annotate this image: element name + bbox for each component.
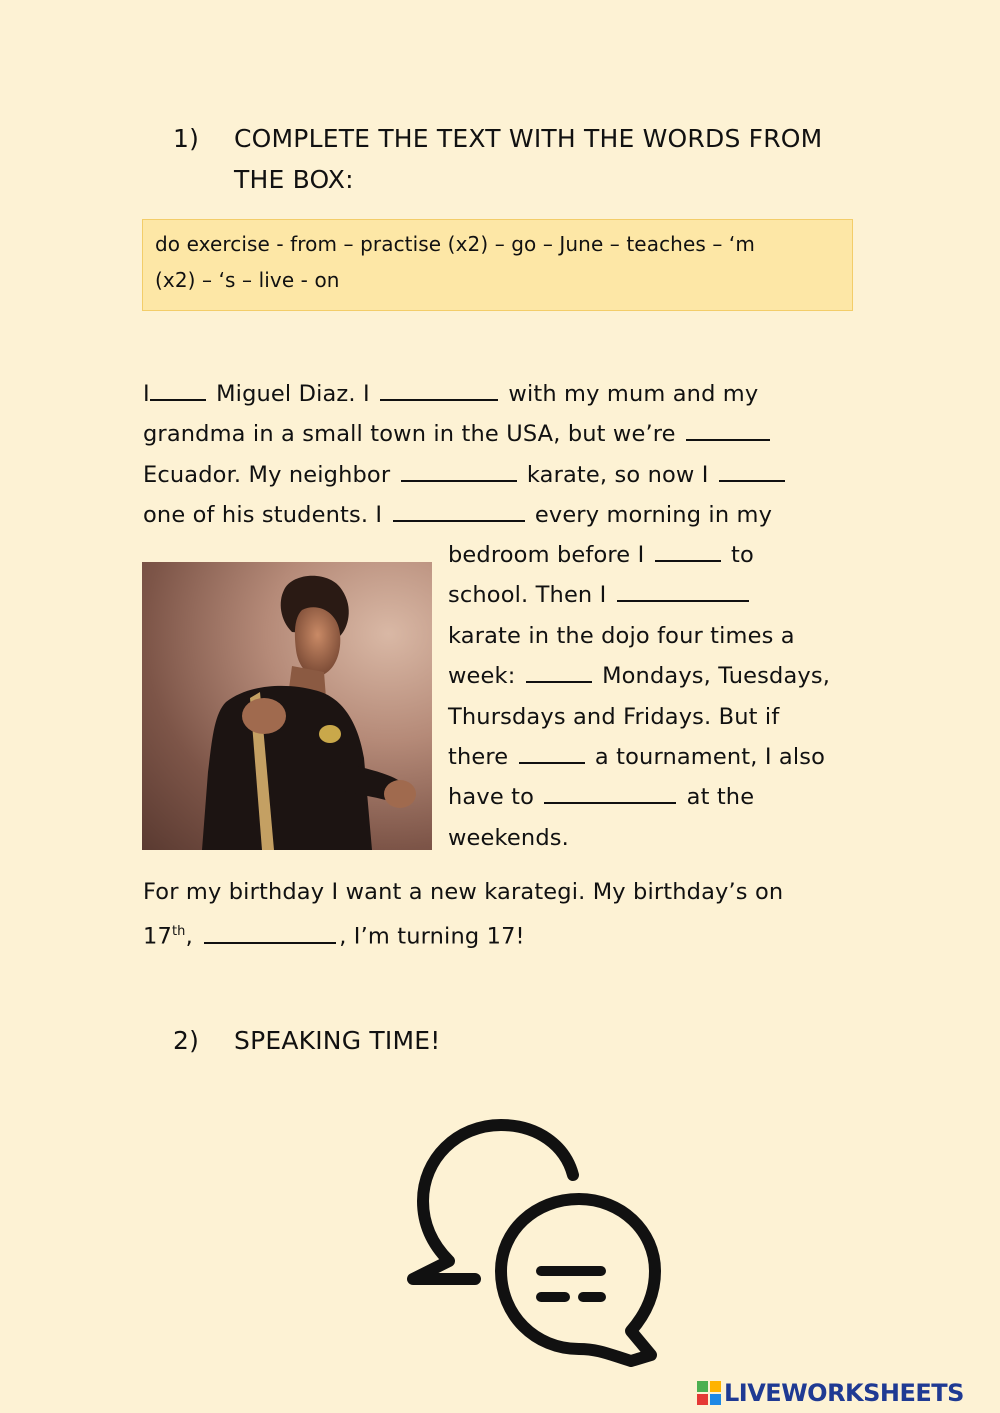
text-line: 17th, , I’m turning 17! [143, 912, 883, 957]
text-paragraph-bottom [143, 872, 883, 957]
logo-square [697, 1394, 708, 1405]
karate-student-image [142, 562, 432, 850]
logo-text: LIVEWORKSHEETS [724, 1379, 964, 1407]
text-line: karate in the dojo four times a [448, 622, 795, 649]
exercise-1-heading [173, 118, 853, 208]
text-line: bedroom before I to [448, 535, 878, 575]
answer-blank[interactable] [519, 740, 585, 764]
text-line: I Miguel Diaz. I with my mum and my [143, 374, 863, 414]
answer-blank[interactable] [380, 377, 498, 401]
answer-blank[interactable] [526, 659, 592, 683]
answer-blank[interactable] [686, 417, 770, 441]
text-line: Ecuador. My neighbor karate, so now I [143, 455, 863, 495]
answer-blank[interactable] [544, 780, 676, 804]
text-line: one of his students. I every morning in my [143, 495, 863, 535]
text-line: week: Mondays, Tuesdays, [448, 656, 878, 696]
text-line: weekends. [448, 824, 569, 851]
text-line: there a tournament, I also [448, 737, 878, 777]
answer-blank[interactable] [150, 377, 206, 401]
logo-square [697, 1381, 708, 1392]
answer-blank[interactable] [719, 458, 785, 482]
text-line: For my birthday I want a new karategi. My birthday’s on [143, 879, 784, 905]
exercise-title: SPEAKING TIME! [234, 1026, 441, 1055]
text-paragraph-side [448, 535, 878, 858]
text-line: grandma in a small town in the USA, but we’re [143, 414, 863, 454]
text-line: Thursdays and Fridays. But if [448, 703, 780, 730]
text-paragraph-top [143, 374, 863, 536]
text-line: school. Then I [448, 575, 878, 615]
word-box-line: do exercise - from – practise (x2) – go – June – teaches – ‘m [155, 232, 755, 256]
answer-blank[interactable] [655, 538, 721, 562]
karate-student-photo [142, 562, 432, 850]
word-box [142, 219, 853, 311]
logo-mark [697, 1381, 721, 1405]
answer-blank[interactable] [617, 578, 749, 602]
answer-blank[interactable] [204, 920, 336, 944]
exercise-number: 2) [173, 1026, 200, 1055]
logo-square [710, 1394, 721, 1405]
exercise-2-heading [173, 1020, 673, 1065]
answer-blank[interactable] [393, 498, 525, 522]
liveworksheets-logo [697, 1378, 997, 1408]
speech-bubbles-icon [405, 1115, 665, 1375]
logo-square [710, 1381, 721, 1392]
answer-blank[interactable] [401, 458, 517, 482]
word-box-line: (x2) – ‘s – live - on [155, 268, 340, 292]
text-line: have to at the [448, 777, 878, 817]
exercise-title: COMPLETE THE TEXT WITH THE WORDS FROM THE BOX: [234, 124, 823, 194]
exercise-number: 1) [173, 124, 200, 153]
